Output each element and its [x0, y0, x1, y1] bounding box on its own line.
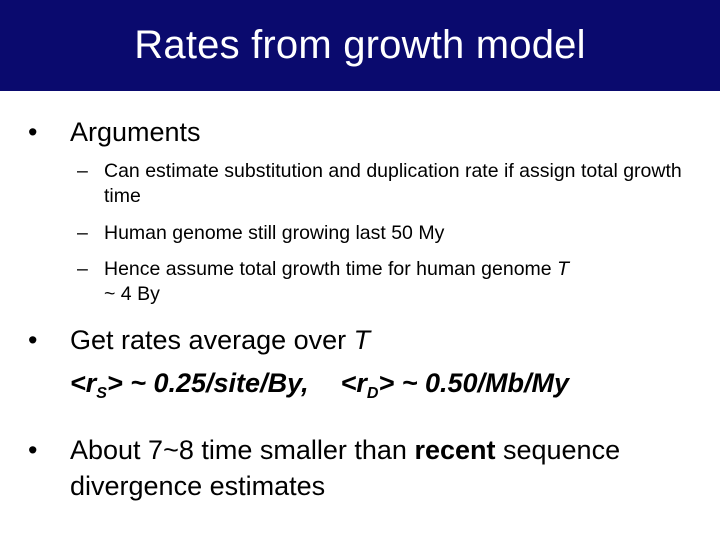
- bullet-text: [70, 322, 690, 358]
- bullet-about: [28, 432, 690, 504]
- sub-bullet: [77, 159, 689, 209]
- slide-body: [0, 91, 720, 540]
- bullet-text-post: sequence divergence estimates: [70, 435, 621, 501]
- bullet-marker: •: [28, 117, 38, 147]
- sub-bullet-text: Can estimate substitution and duplication rate if assign total growth time: [104, 160, 682, 207]
- title-bar: [0, 0, 720, 91]
- rd-subscript: D: [366, 385, 379, 402]
- bullet-arguments: [28, 114, 690, 150]
- variable-t: T: [557, 258, 569, 280]
- dash-marker: –: [77, 258, 88, 280]
- bullet-text: Arguments: [70, 117, 201, 147]
- bullet-text-main: Get rates average over: [70, 325, 354, 355]
- sub-bullet-text-cont: ~ 4 By: [104, 283, 160, 305]
- rd-value: > ~ 0.50/Mb/My: [378, 368, 570, 398]
- sub-bullet-text: Human genome still growing last 50 My: [104, 222, 445, 244]
- sub-bullet: [77, 221, 689, 246]
- variable-t: T: [353, 325, 371, 355]
- rs-value: > ~ 0.25/site/By,: [106, 368, 309, 398]
- sub-bullet-text: [104, 257, 689, 307]
- rate-formula: [70, 368, 570, 402]
- sub-bullet-text-main: Hence assume total growth time for human genome: [104, 258, 558, 280]
- dash-marker: –: [77, 222, 88, 244]
- rs-open: <r: [70, 368, 97, 398]
- rs-subscript: S: [96, 385, 107, 402]
- bullet-get-rates: [28, 322, 690, 358]
- bullet-text-pre: About 7~8 time smaller than: [70, 435, 415, 465]
- slide-title: Rates from growth model: [134, 23, 586, 67]
- dash-marker: –: [77, 160, 88, 182]
- bullet-marker: •: [28, 435, 38, 465]
- bold-recent: recent: [414, 435, 496, 465]
- bullet-marker: •: [28, 325, 38, 355]
- sub-bullet: [77, 257, 689, 307]
- bullet-text: [70, 432, 690, 504]
- rd-open: <r: [340, 368, 367, 398]
